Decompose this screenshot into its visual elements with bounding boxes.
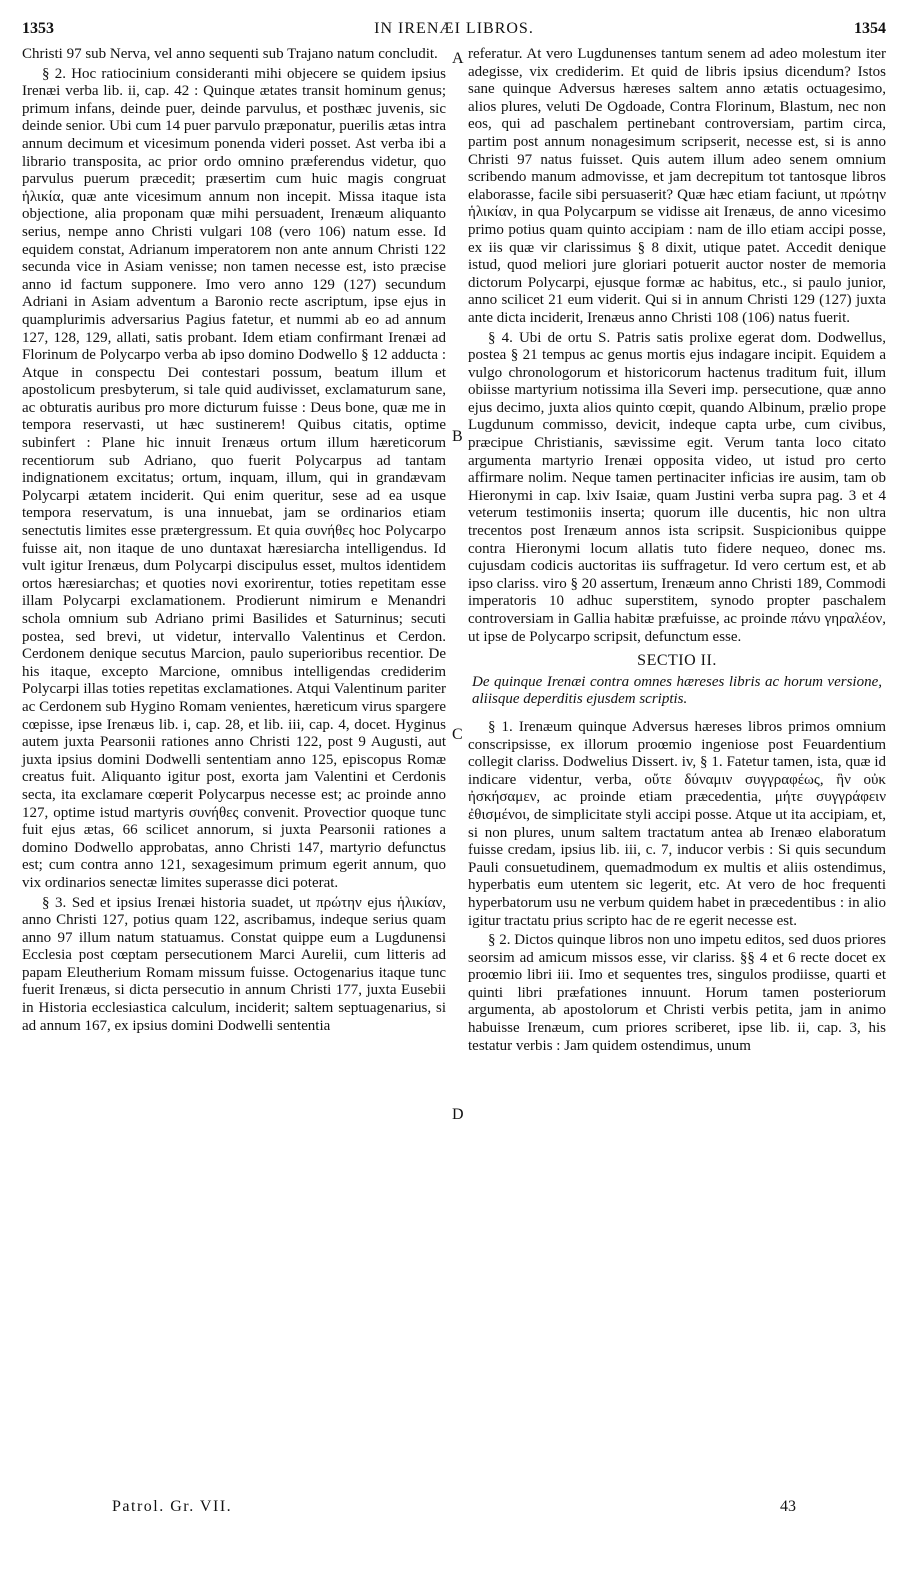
right-column — [468, 46, 886, 1055]
paragraph: § 2. Hoc ratiocinium consideranti mihi objecere se quidem ipsius Irenæi verba lib. ii, cap. 42 : Quinque ætates transit hominum genus; primum infans, deinde puer, deinde parvulus, et posthæc juvenis, sic deinde senior. Ubi cum 14 puer parvulo præponatur, puerilis ætas intra annum decimum et vicesimum ponenda videri posset. Ast verba ibi a librario transposita, ac prior ordo omnino præferendus videtur, quo parvulus puerum præcedit; præsertim cum huic magis congruat ἡλικία, quæ ante vicesimum annum non incepit. Missa itaque ista objectione, alia proponam quæ mihi persuadent, Irenæum aliquanto serius, nempe anno Christi vulgari 108 (vero 106) natum esse. Id equidem constat, Adrianum imperatorem non ante annum Christi 122 secunda vice in Asiam venisse; non tamen necesse est, isto præcise anno id factum supponere. Imo vero anno 129 (127) secundum Adriani in Asiam adventum a Baronio recte ascriptum, ipse ejus in quamplurimis adversarius Pagius fatetur, et nummi ab eo ad annum 127, 128, 129, allati, satis probant. Idem etiam confirmant Irenæi ad Florinum de Polycarpo verba ab ipso domino Dodwello § 12 adducta : Atque in conspectu Dei contestari possum, beatum illum et apostolicum presbyterum, si tale quid audivisset, exclamaturum sane, ac obturatis auribus pro more dicturum fuisse : Deus bone, quæ me in tempora reservasti, ut hæc sustinerem! Quibus citatis, optime subinfert : Plane hic innuit Irenæus ortum illum hæreticorum recentiorum sub Adriano, quo fuerit Polycarpus ad tantam indignationem excitatus; ortum, inquam, illum, qui in grandævam Polycarpi ætatem inciderit. Qui enim queritur, sese ad ea usque tempora reservatum, is una innuebat, jam se ordinarios etiam senectutis limites esse prætergressum. Et quia συνήθες hoc Polycarpo fuisse ait, non itaque de uno duntaxat hæresiarcha intelligendus. Id vult igitur Irenæus, dum Polycarpi discipulus esset, multos identidem ortos hæresiarchas; et quoties novi exorirentur, toties repetitam esse illam Polycarpi exclamationem. Prodierunt nimirum e Menandri schola omnium sub Adriano primi Basilides et Saturninus; secuti postea, sed brevi, ut videtur, intervallo Valentinus et Cerdon. Cerdonem denique secutus Marcion, paulo superioribus recentior. De his itaque, excepto Marcione, omnibus intelligendas crediderim Polycarpi illas toties repetitas exclamationes. Atqui Valentinum pariter ac Cerdonem sub Hygino Romam venientes, hæreticum virus spargere cœpisse, ipse Irenæus lib. i, cap. 28, et lib. iii, cap. 4, docet. Hyginus autem juxta Pearsonii rationes anno Christi 122, post 9 Augusti, aut juxta ipsius domini Dodwelli sententiam anno 125, episcopus Romæ creatus fuit. Aliquanto igitur post, exorta jam Valentini et Cerdonis secta, ita exclamare cœperit Polycarpus necesse est; ac proinde anno 127, optime istud martyris συνήθες convenit. Provectior quoque tunc fuit ejus ætas, 66 scilicet annorum, si juxta Pearsonii rationes a domino Dodwello approbatas, anno Christi 147, martyrio defunctus est; cum contra anno 121, sexagesimum primum egerit annum, quo vix ordinarios senectæ limites superasse dici poterat. — [22, 65, 446, 891]
left-column — [22, 46, 446, 1035]
page-number-left: 1353 — [22, 20, 54, 37]
footer-series: Patrol. Gr. VII. — [112, 1498, 233, 1515]
paragraph: Christi 97 sub Nerva, vel anno sequenti sub Trajano natum concludit. — [22, 46, 438, 62]
paragraph: referatur. At vero Lugdunenses tantum senem ad adeo molestum iter adegisse, vix crediderim. Et quid de libris ipsius dicendum? Istos sane quinque Adversus hæreses saltem anno ætatis octuagesimo, alios plures, veluti De Ogdoade, Contra Florinum, Blastum, nec non eos, qui ad paschalem pertinebant controversiam, partim circa, partim post annum nonagesimum scripserit, necesse est, si is anno Christi 97 natus fuisset. Quis autem illum adeo senem omnium scribendo manum admovisse, et jam decrepitum tot tantosque libros elaborasse, facile sibi persuaserit? Quæ hæc etiam faciunt, ut πρώτην ἡλικίαν, in qua Polycarpum se vidisse ait Irenæus, de anno vicesimo primo potius quam quinto accipiam : nam de illo etiam accipi posse, ex iis quæ vir clarissimus § 8 dixit, utique patet. Accedit denique istud, quod meliori jure gloriari potuerit auctor noster de memoria dictorum Polycarpi, ejusque formæ ac habitus, etc., si paulo junior, anno scilicet 21 eum viderit. Qui si in annum Christi 129 (127) juxta ante dicta inciderit, Irenæus anno Christi 108 (106) natus fuerit. — [468, 46, 886, 326]
margin-letter-a: A — [452, 50, 464, 67]
paragraph: § 1. Irenæum quinque Adversus hæreses libros primos omnium conscripsisse, ex illorum proœmio ingeniose post Feuardentium collegit clariss. Dodwelius Dissert. iv, § 1. Fatetur tamen, ista, quæ id indicare videntur, verba, οὔτε δύναμιν συγγραφέως, ἣν οὐκ ἠσκήσαμεν, ac proinde etiam præcedentia, μήτε συγγράφειν ἐθισμένοι, de simplicitate styli accipi posse. Atque ut ita accipiam, et, si non plures, unum saltem tractatum antea ab Irenæo elaboratum fuisse credam, ipsius lib. iii, c. 7, inducor verbis : Si quis secundum Pauli consuetudinem, quemadmodum ex multis et aliis ostendimus, hyperbatis eum utentem sic legerit, etc. At vero de hoc frequenti hyperbatorum usu ne verbum quidem habet in præcedentibus : in alio igitur tractatu prius scripto hac de re egerit necesse est. — [468, 718, 886, 929]
paragraph: § 4. Ubi de ortu S. Patris satis prolixe egerat dom. Dodwellus, postea § 21 tempus ac genus mortis ejus indagare incipit. Equidem a vulgo chronologorum et historicorum hactenus traditum fuit, illum obiisse martyrium notissima illa Severi imp. persecutione, quæ anno ejus decimo, juxta alios quinto cœpit, quando Albinum, prælio prope Lugdunum commisso, devicit, indeque capta urbe, cum civibus, præcipue Christianis, sævissime egit. Verum tanta loco citato argumenta martyrio Irenæi opposita video, ut istud pro certo affirmare nolim. Neque tamen pertinaciter inficias ire ausim, tam ob Hieronymi in cap. lxiv Isaiæ, quam Justini verba supra pag. 3 et 4 veterum testimoniis inserta; quorum ille ducentis, hic non ultra trecentos post Irenæum annos ista scripsit. Suspicionibus quippe contra Hieronymi locum allatis tuto fidere nequeo, donec ms. cujusdam codicis auctoritas iis suffragetur. Id vero certum est, et ab ipso clariss. viro § 20 assertum, Irenæum anno Christi 189, Commodi imperatoris 10 adhuc superstitem, synodo propter paschalem controversiam in Gallia habitæ præfuisse, ac proinde πάνυ γηραλέον, ut ipse de Polycarpo scripsit, defunctum esse. — [468, 329, 886, 645]
page-header — [22, 20, 886, 42]
margin-letter-c: C — [452, 726, 463, 743]
section-title: SECTIO II. — [637, 652, 717, 670]
paragraph: § 2. Dictos quinque libros non uno impetu editos, sed duos priores seorsim ad amicum missos esse, vir clariss. §§ 4 et 6 recte docet ex proœmio libri iii. Imo et sequentes tres, singulos prodiisse, quarti et quinti libri præfationes innuunt. Horum tamen posteriorum argumenta, ab apostolorum et Christi verbis petita, jam in animo habuisse Irenæum, cum priores scriberet, ipse lib. ii, cap. 3, his testatur verbis : Jam quidem ostendimus, unum — [468, 932, 886, 1054]
footer-sheet-number: 43 — [780, 1498, 796, 1515]
running-title: IN IRENÆI LIBROS. — [374, 20, 534, 37]
page-number-right: 1354 — [854, 20, 886, 37]
paragraph: § 3. Sed et ipsius Irenæi historia suadet, ut πρώτην ejus ἡλικίαν, anno Christi 127, potius quam 122, ascribamus, indeque serius quam anno 97 illum natum statuamus. Constat quippe eum a Lugdunensi Ecclesia post cœptam persecutionem Marci Aurelii, cum litteris ad papam Eleutherium Romam missum fuisse. Octogenarius itaque tunc fuerit Irenæus, si dicta persecutio in annum Christi 177, juxta Eusebii in Historia ecclesiastica calculum, inciderit; saltem septuagenarius, si ad annum 167, ex ipsius domini Dodwelli sententia — [22, 894, 446, 1034]
margin-letter-b: B — [452, 428, 463, 445]
section-subtitle: De quinque Irenæi contra omnes hæreses libris ac horum versione, aliisque deperditis ejusdem scriptis. — [472, 673, 882, 708]
margin-letter-d: D — [452, 1106, 464, 1123]
